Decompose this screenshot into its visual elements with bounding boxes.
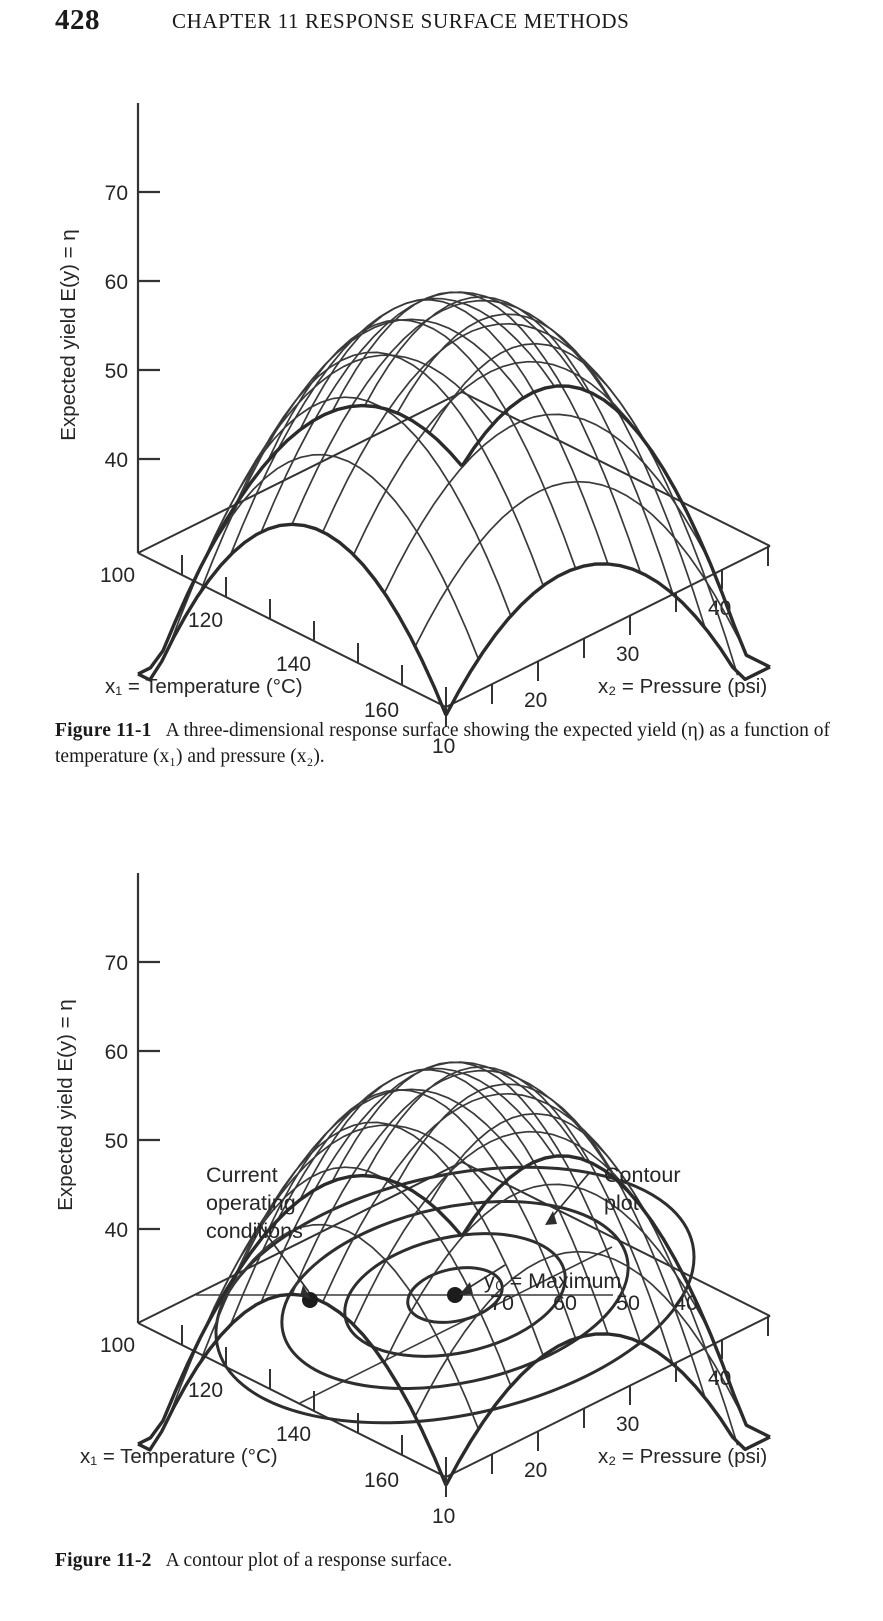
- fig2-x1-tick-160: 160: [364, 1469, 400, 1492]
- figure-11-2-graphic: [0, 855, 883, 1545]
- fig2-x1-tick-labels: [100, 1334, 399, 1492]
- fig2-y-axis: [138, 873, 160, 1323]
- maximum-annotation: y₀ = Maximum: [484, 1269, 622, 1293]
- fig2-y-tick-labels: [105, 952, 128, 1242]
- fig2-y-axis-label: Expected yield E(y) = η: [54, 999, 77, 1211]
- fig1-y-axis: [138, 103, 160, 553]
- fig1-x2-tick-40: 40: [708, 597, 732, 620]
- contour-label-40: 40: [674, 1291, 698, 1315]
- contour-label-50: 50: [616, 1291, 640, 1315]
- fig2-x1-tick-100: 100: [100, 1334, 136, 1357]
- fig1-x1-tick-120: 120: [188, 609, 224, 632]
- figure-11-2-caption-number: Figure 11-2: [55, 1550, 152, 1571]
- fig1-x1-tick-160: 160: [364, 699, 400, 722]
- page-number: 428: [55, 4, 100, 36]
- fig2-y-tick-50: 50: [104, 1130, 128, 1153]
- current-conditions-line-2: operating: [206, 1191, 296, 1215]
- contour-plot-line-1: Contour: [604, 1163, 681, 1187]
- figure-11-2-caption: [55, 1548, 845, 1574]
- fig1-y-tick-40: 40: [104, 449, 128, 472]
- fig2-x1-tick-120: 120: [188, 1379, 224, 1402]
- current-conditions-line-1: Current: [206, 1163, 278, 1187]
- fig1-response-surface-mesh: [169, 292, 739, 675]
- fig1-x2-tick-10: 10: [432, 735, 456, 758]
- figure-11-1-caption: [55, 718, 845, 769]
- fig2-y-tick-40: 40: [104, 1219, 128, 1242]
- fig2-y-tick-70: 70: [104, 952, 128, 975]
- fig2-x2-tick-30: 30: [616, 1413, 640, 1436]
- fig1-x2-tick-30: 30: [616, 643, 640, 666]
- fig2-x2-tick-10: 10: [432, 1505, 456, 1528]
- current-conditions-annotation: [206, 1163, 303, 1243]
- fig2-x2-axis-label: x₂ = Pressure (psi): [598, 1445, 768, 1468]
- figure-11-2: [0, 855, 883, 1545]
- figure-11-2-caption-text: A contour plot of a response surface.: [165, 1550, 453, 1571]
- contour-label-70: 70: [490, 1291, 514, 1315]
- fig1-x1-axis-label: x₁ = Temperature (°C): [105, 675, 303, 698]
- contour-plot-line-2: plot: [604, 1191, 639, 1215]
- fig1-y-tick-60: 60: [104, 271, 128, 294]
- chapter-title: CHAPTER 11 RESPONSE SURFACE METHODS: [172, 9, 630, 33]
- fig1-y-tick-labels: [105, 182, 128, 472]
- fig2-x1-tick-140: 140: [276, 1423, 312, 1446]
- fig2-response-surface-mesh: [169, 1062, 739, 1445]
- fig2-y-tick-60: 60: [104, 1041, 128, 1064]
- figure-11-1-caption-number: Figure 11-1: [55, 720, 152, 741]
- figure-11-1-caption-text: A three-dimensional response surface showing the expected yield (η) as a function of temperature (x₁) and pressure (x₂).: [55, 720, 830, 767]
- fig1-y-tick-50: 50: [104, 360, 128, 383]
- fig1-x1-tick-100: 100: [100, 564, 136, 587]
- fig1-y-tick-70: 70: [104, 182, 128, 205]
- fig2-x2-tick-20: 20: [524, 1459, 548, 1482]
- contour-label-60: 60: [553, 1291, 577, 1315]
- fig1-x2-tick-20: 20: [524, 689, 548, 712]
- fig1-y-axis-label: Expected yield E(y) = η: [57, 229, 80, 441]
- running-head: [0, 4, 883, 40]
- fig1-x1-tick-140: 140: [276, 653, 312, 676]
- fig1-x1-tick-labels: [100, 564, 399, 722]
- fig2-x1-axis-label: x₁ = Temperature (°C): [80, 1445, 278, 1468]
- current-conditions-line-3: conditions: [206, 1219, 303, 1243]
- fig1-surface-outline: [138, 386, 770, 715]
- maximum-point-marker: [447, 1287, 463, 1303]
- fig1-x2-axis-label: x₂ = Pressure (psi): [598, 675, 768, 698]
- fig2-x2-tick-40: 40: [708, 1367, 732, 1390]
